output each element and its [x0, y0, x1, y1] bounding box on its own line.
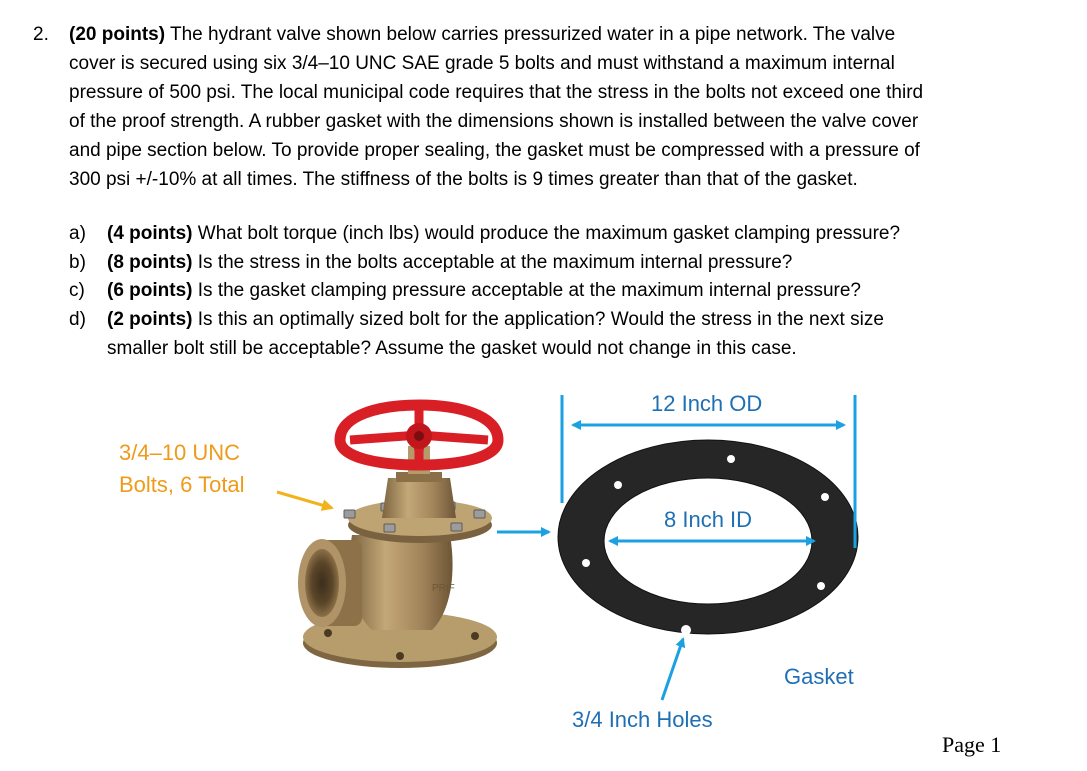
id-label: 8 Inch ID	[664, 507, 753, 532]
subquestion-label: a)	[69, 223, 86, 244]
bolt-label-line-2: Bolts, 6 Total	[119, 472, 245, 497]
subquestion-text: Is this an optimally sized bolt for the application? Would the stress in the next size	[192, 309, 884, 330]
subquestion-d-continuation: smaller bolt still be acceptable? Assume the gasket would not change in this case.	[107, 338, 797, 359]
problem-number: 2.	[33, 24, 49, 45]
problem-line-2: cover is secured using six 3/4–10 UNC SAE grade 5 bolts and must withstand a maximum internal	[69, 53, 895, 74]
subquestion-points: (2 points)	[107, 309, 193, 330]
subquestion-label: b)	[69, 252, 86, 273]
subquestion-label: c)	[69, 280, 85, 301]
od-label: 12 Inch OD	[651, 391, 763, 416]
holes-leader-arrow	[662, 639, 683, 700]
bolt-label-line-1: 3/4–10 UNC	[119, 440, 241, 465]
problem-line-6: 300 psi +/-10% at all times. The stiffness of the bolts is 9 times greater than that of the gasket.	[69, 169, 858, 190]
subquestion-label: d)	[69, 309, 86, 330]
subquestion-text: Is the gasket clamping pressure acceptable at the maximum internal pressure?	[192, 280, 861, 301]
subquestion-points: (8 points)	[107, 252, 193, 273]
problem-line-5: and pipe section below. To provide proper sealing, the gasket must be compressed with a pressure of	[69, 140, 920, 161]
gasket-label: Gasket	[784, 664, 854, 689]
problem-line-1: The hydrant valve shown below carries pressurized water in a pipe network. The valve	[165, 24, 896, 45]
bolt-label	[119, 437, 245, 501]
problem-line-4: of the proof strength. A rubber gasket with the dimensions shown is installed between the valve cover	[69, 111, 919, 132]
hydrant-valve-image	[298, 405, 498, 668]
valve-marking: PRIF	[432, 583, 455, 594]
page-number: Page 1	[942, 732, 1002, 757]
holes-label: 3/4 Inch Holes	[572, 707, 713, 732]
subquestion-points: (6 points)	[107, 280, 193, 301]
gasket-image	[558, 440, 858, 635]
problem-line-3: pressure of 500 psi. The local municipal code requires that the stress in the bolts not exceed one third	[69, 82, 924, 103]
subquestion-points: (4 points)	[107, 223, 193, 244]
subquestion-text: Is the stress in the bolts acceptable at the maximum internal pressure?	[192, 252, 793, 273]
subquestion-text: What bolt torque (inch lbs) would produce the maximum gasket clamping pressure?	[192, 223, 901, 244]
handwheel	[340, 405, 498, 465]
problem-points: (20 points)	[69, 24, 166, 45]
bolt-arrow	[277, 492, 332, 508]
